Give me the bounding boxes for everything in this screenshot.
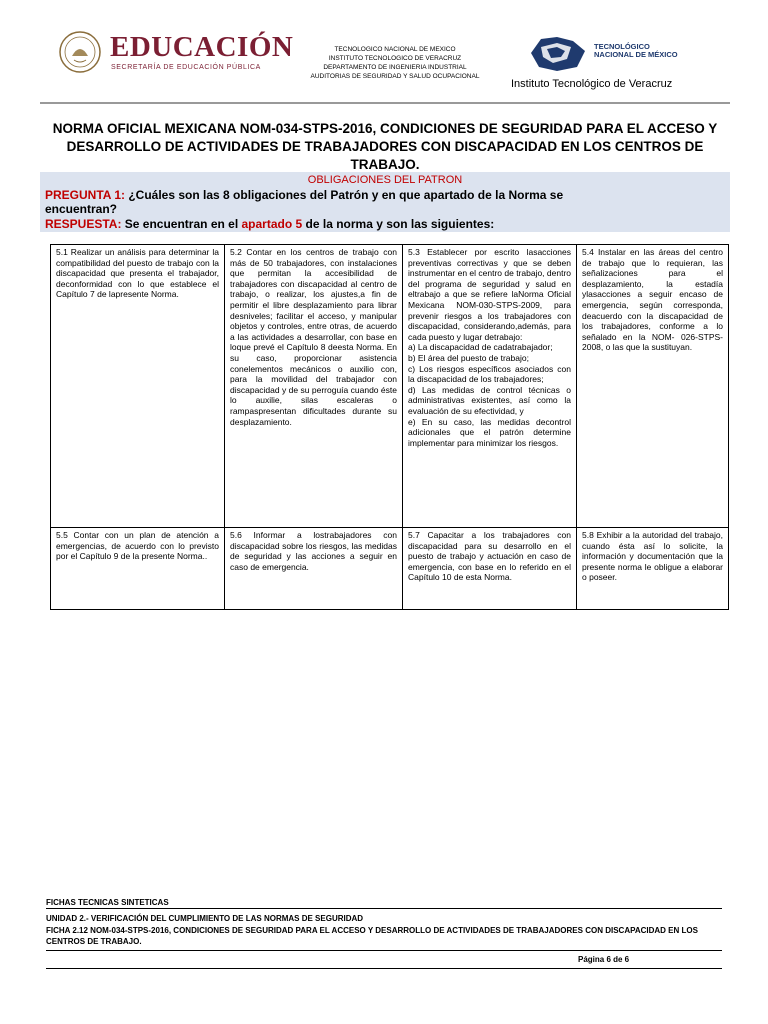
list-item: b) El área del puesto de trabajo; [408,352,529,363]
document-title: NORMA OFICIAL MEXICANA NOM-034-STPS-2016, CONDICIONES DE SEGURIDAD PARA EL ACCESO Y DESARROLLO DE ACTIVIDADES DE TRABAJADORES CON DISCAPACIDAD EN LOS CENTROS DE TRABAJO. [52,121,718,172]
cell-text: 5.3 Establecer por escrito lasacciones preventivas correctivas y que se deben instrumentar en el centro de trabajo, dentro del programa de seguridad y salud en eltrabajo a que se refiere laNorma Oficial Mexicana NOM-030-STPS-2009, para prevenir riesgos a los trabajadores con discapacidad, considerando,además, para cada puesto y lugar detrabajo: [408,247,572,342]
obligations-table [50,244,729,610]
question-label: PREGUNTA 1: [45,188,126,202]
document-header [0,0,768,100]
institution-line: DEPARTAMENTO DE INGENIERIA INDUSTRIAL [323,64,467,71]
footer-ficha: FICHA 2.12 NOM-034-STPS-2016, CONDICIONES DE SEGURIDAD PARA EL ACCESO Y DESARROLLO DE ACTIVIDADES DE TRABAJADORES CON DISCAPACIDAD EN LOS CENTROS DE TRABAJO. [46,926,698,946]
answer-text-pre: Se encuentran en el [121,217,242,231]
institution-line: AUDITORIAS DE SEGURIDAD Y SALUD OCUPACIONAL [310,73,480,80]
page-number: Página 6 de 6 [578,955,630,964]
table-cell: 5.4 Instalar en las áreas del centro de trabajo que lo requieran, las señalizaciones para el desplazamiento, la estadía ylasacciones a seguir encaso de emergencia, según corresponda, deacuerdo con la discapacidad de los trabajadores, conforme a lo señalado en la NOM- 026-STPS-2008, o las que la sustituyan. [577,245,729,528]
table-row [51,245,729,528]
table-cell: 5.8 Exhibir a la autoridad del trabajo, cuando ésta así lo solicite, la información y documentación que la presente norma le obligue a elaborar o poseer. [577,528,729,610]
section-heading: OBLIGACIONES DEL PATRON [307,174,463,186]
table-cell: 5.6 Informar a lostrabajadores con discapacidad sobre los riesgos, las medidas de seguridad y las acciones a seguir en caso de emergencia. [225,528,403,610]
table-cell: 5.5 Contar con un plan de atención a emergencias, de acuerdo con lo previsto por el Capítulo 9 de la presente Norma.. [51,528,225,610]
header-divider [40,102,730,104]
table-cell: 5.1 Realizar un análisis para determinar la compatibilidad del puesto de trabajo con la discapacidad que presenta el trabajador, deconformidad con lo que establece el Capítulo 7 de lapresente Norma. [51,245,225,528]
institution-block [290,45,500,81]
answer [45,217,695,231]
question [45,188,565,216]
answer-label: RESPUESTA: [45,217,122,231]
institution-line: TECNOLOGICO NACIONAL DE MEXICO [334,46,456,53]
table-cell: 5.2 Contar en los centros de trabajo con más de 50 trabajadores, con instalaciones que permitan la accesibilidad de trabajadores con discapacidad al centro de trabajo, o realizar, los ajustes,a fin de permitir el libre desplazamiento para librar desniveles; facilitar el acceso, y manipular objetos y controles, entre otras, de acuerdo a las actividades a desarrollar, con base en loque prevé el Capítulo 8 deesta Norma. En su caso, proporcionar asistencia conelementos mecánicos o auxilio con, para la movilidad del trabajador con discapacidad y de su perroguía cuando éste lo auxilie, silas escaleras o rampaspresentan dificultades durante su desplazamiento. [225,245,403,528]
footer-divider [46,950,722,951]
table-cell: 5.7 Capacitar a los trabajadores con discapacidad para su desarrollo en el puesto de trabajo y actuación en caso de emergencia, con base en lo referido en el Capítulo 10 de esta Norma. [403,528,577,610]
table-row [51,528,729,610]
tnm-line: NACIONAL DE MÉXICO [594,50,678,59]
list-item: e) En su caso, las medidas decontrol adicionales que el patrón determine implementar para minimizar los riesgos. [408,416,571,448]
sep-logo-text: EDUCACIÓN [110,31,294,63]
tnm-logo-text [594,43,678,59]
table-cell [403,245,577,528]
list-item: a) La discapacidad de cadatrabajador; [408,342,553,353]
footer-divider [46,968,722,969]
question-text: ¿Cuáles son las 8 obligaciones del Patrón y en que apartado de la Norma se encuentran? [45,188,564,216]
list-item: d) Las medidas de control técnicas o administrativas existentes, así como la evaluación de su efectividad, y [408,384,571,416]
footer-unit: UNIDAD 2.- VERIFICACIÓN DEL CUMPLIMIENTO DE LAS NORMAS DE SEGURIDAD [46,914,364,923]
sep-logo-subtitle: SECRETARÍA DE EDUCACIÓN PÚBLICA [111,64,261,71]
footer-divider [46,908,722,909]
tnm-line: TECNOLÓGICO [594,42,650,51]
tnm-logo-icon [527,33,589,73]
list-item: c) Los riesgos específicos asociados con la discapacidad de los trabajadores; [408,363,571,385]
answer-highlight: apartado 5 [241,217,303,231]
national-seal-icon [58,30,102,74]
footer-label: FICHAS TECNICAS SINTETICAS [46,898,169,907]
answer-text-post: de la norma y son las siguientes: [302,217,495,231]
institution-line: INSTITUTO TECNOLOGICO DE VERACRUZ [328,55,462,62]
institute-name: Instituto Tecnológico de Veracruz [511,78,673,90]
